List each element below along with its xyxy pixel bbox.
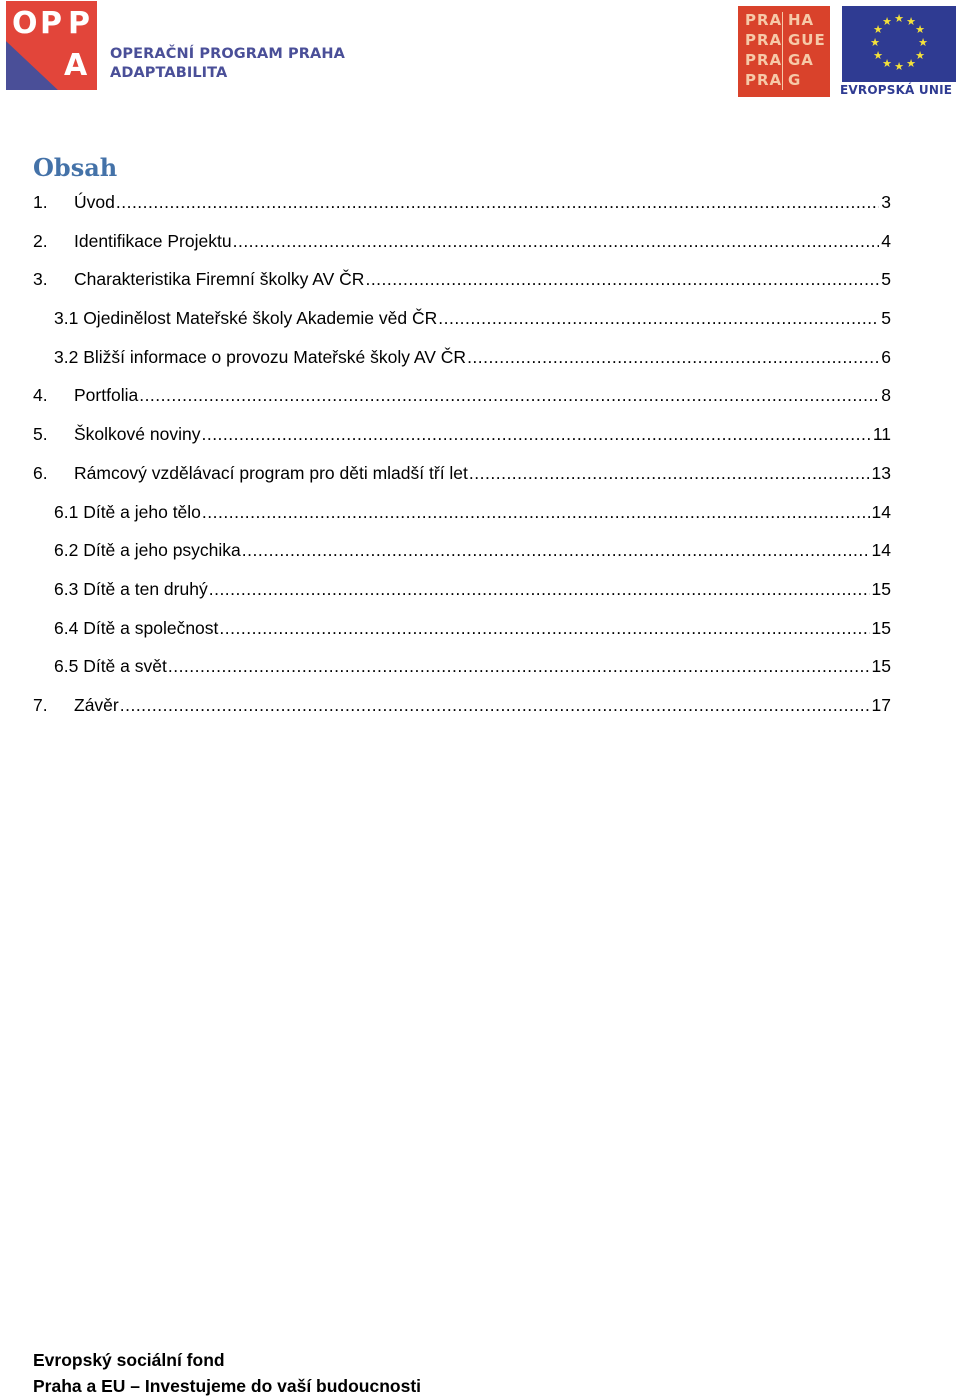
oppa-logo-line2: ADAPTABILITA xyxy=(110,65,228,81)
eu-logo xyxy=(840,6,958,98)
toc-entry-line xyxy=(74,186,891,218)
toc-entry-label: 3.1 Ojedinělost Mateřské školy Akademie věd ČR xyxy=(54,308,438,329)
toc-entry-leader-dots xyxy=(233,225,880,257)
oppa-logo xyxy=(6,1,345,93)
toc-entry-label: Portfolia xyxy=(74,385,139,406)
toc-entry-label: Rámcový vzdělávací program pro děti mladší tří let xyxy=(74,462,468,483)
svg-text:★: ★ xyxy=(873,23,883,36)
toc-entry-label: 3.2 Bližší informace o provozu Mateřské školy AV ČR xyxy=(54,346,467,367)
svg-text:★: ★ xyxy=(906,15,916,28)
toc-entry-page-number: 3 xyxy=(881,192,891,212)
toc-entry-label: Charakteristika Firemní školky AV ČR xyxy=(74,269,365,290)
toc-entry[interactable] xyxy=(33,263,891,302)
praha-logo-word: PRA xyxy=(745,71,783,89)
toc-entry-number: 4. xyxy=(33,385,48,406)
toc-entry-number: 3. xyxy=(33,269,48,290)
toc-entry-line xyxy=(74,225,891,257)
toc-entry-number: 7. xyxy=(33,694,48,715)
toc-entry-line xyxy=(54,302,891,334)
table-of-contents xyxy=(33,186,891,728)
svg-text:★: ★ xyxy=(915,49,925,62)
toc-entry-leader-dots xyxy=(467,341,879,373)
toc-entry[interactable] xyxy=(33,186,891,225)
eu-logo-caption: EVROPSKÁ UNIE xyxy=(840,83,953,97)
praha-logo-word: HA xyxy=(788,11,815,29)
toc-entry-line xyxy=(54,573,891,605)
toc-entry-label: 6.5 Dítě a svět xyxy=(54,656,167,677)
praha-logo-word: PRA xyxy=(745,11,783,29)
toc-entry-leader-dots xyxy=(219,612,869,644)
toc-entry-leader-dots xyxy=(168,650,870,682)
toc-entry-number: 1. xyxy=(33,192,48,212)
toc-entry-page-number: 5 xyxy=(881,269,891,290)
toc-entry-number: 6. xyxy=(33,462,48,483)
toc-entry-label: Závěr xyxy=(74,694,119,715)
toc-entry-leader-dots xyxy=(242,534,870,566)
toc-entry-line xyxy=(54,612,891,644)
toc-entry-number: 5. xyxy=(33,424,48,445)
toc-entry-label: 6.4 Dítě a společnost xyxy=(54,617,219,638)
svg-text:★: ★ xyxy=(918,36,928,49)
toc-entry[interactable] xyxy=(33,418,891,457)
toc-entry-label: Identifikace Projektu xyxy=(74,230,232,251)
oppa-logo-line1: OPERAČNÍ PROGRAM PRAHA xyxy=(110,46,345,62)
toc-entry-page-number: 15 xyxy=(871,656,891,677)
toc-entry[interactable] xyxy=(33,379,891,418)
toc-entry-line xyxy=(74,457,891,489)
toc-entry-page-number: 6 xyxy=(881,346,891,367)
toc-entry-leader-dots xyxy=(202,496,870,528)
svg-text:★: ★ xyxy=(873,49,883,62)
toc-entry-line xyxy=(54,650,891,682)
svg-text:★: ★ xyxy=(882,57,892,70)
toc-entry-line xyxy=(54,496,891,528)
toc-entry[interactable] xyxy=(33,302,891,341)
toc-entry[interactable] xyxy=(33,612,891,651)
oppa-letter: O xyxy=(12,6,38,41)
praha-logo xyxy=(738,6,830,97)
praha-logo-word: G xyxy=(788,71,802,89)
praha-logo-word: GUE xyxy=(788,31,826,49)
toc-entry-leader-dots xyxy=(120,689,870,721)
toc-entry-label: 6.3 Dítě a ten druhý xyxy=(54,578,208,599)
footer-line1: Evropský sociální fond xyxy=(33,1350,225,1370)
oppa-letter: P xyxy=(68,6,90,41)
toc-entry[interactable] xyxy=(33,496,891,535)
toc-entry-label: 6.2 Dítě a jeho psychika xyxy=(54,540,241,561)
oppa-logo-letters xyxy=(6,1,97,90)
toc-entry[interactable] xyxy=(33,457,891,496)
svg-text:★: ★ xyxy=(915,23,925,36)
toc-entry[interactable] xyxy=(33,650,891,689)
oppa-letter: A xyxy=(64,48,88,83)
praha-logo-word: GA xyxy=(788,51,814,69)
toc-entry[interactable] xyxy=(33,341,891,380)
praha-logo-word: PRA xyxy=(745,51,783,69)
oppa-letter: P xyxy=(40,6,62,41)
toc-entry-page-number: 5 xyxy=(881,308,891,329)
toc-entry-page-number: 11 xyxy=(872,424,891,445)
toc-entry-leader-dots xyxy=(201,418,870,450)
toc-title: Obsah xyxy=(33,153,118,182)
toc-entry-page-number: 14 xyxy=(871,540,891,561)
toc-entry[interactable] xyxy=(33,573,891,612)
toc-entry-leader-dots xyxy=(438,302,879,334)
svg-text:★: ★ xyxy=(894,60,904,73)
svg-text:★: ★ xyxy=(894,12,904,25)
toc-entry-label: Školkové noviny xyxy=(74,424,201,445)
toc-entry-leader-dots xyxy=(365,263,879,295)
svg-text:★: ★ xyxy=(906,57,916,70)
toc-entry[interactable] xyxy=(33,534,891,573)
svg-text:★: ★ xyxy=(870,36,880,49)
svg-text:★: ★ xyxy=(882,15,892,28)
toc-entry[interactable] xyxy=(33,689,891,728)
toc-entry-line xyxy=(54,534,891,566)
toc-entry-leader-dots xyxy=(209,573,870,605)
toc-entry-page-number: 13 xyxy=(871,462,891,483)
toc-entry-page-number: 8 xyxy=(881,385,891,406)
toc-entry-line xyxy=(54,341,891,373)
toc-entry-number: 2. xyxy=(33,230,48,251)
eu-flag-icon xyxy=(842,6,956,82)
oppa-logo-text xyxy=(110,45,345,83)
toc-entry-leader-dots xyxy=(116,186,879,218)
toc-entry-leader-dots xyxy=(139,379,879,411)
toc-entry-page-number: 17 xyxy=(871,694,891,715)
toc-entry-page-number: 14 xyxy=(871,501,891,522)
toc-entry-line xyxy=(74,263,891,295)
toc-entry-line xyxy=(74,689,891,721)
toc-entry-label: Úvod xyxy=(74,192,115,212)
footer-line2: Praha a EU – Investujeme do vaší budoucnosti xyxy=(33,1376,422,1396)
page-footer xyxy=(33,1347,421,1399)
praha-logo-word: PRA xyxy=(745,31,783,49)
toc-entry-line xyxy=(74,418,891,450)
toc-entry-page-number: 15 xyxy=(871,578,891,599)
toc-entry[interactable] xyxy=(33,225,891,264)
toc-entry-page-number: 15 xyxy=(871,617,891,638)
toc-entry-page-number: 4 xyxy=(881,230,891,251)
toc-entry-label: 6.1 Dítě a jeho tělo xyxy=(54,501,201,522)
toc-entry-leader-dots xyxy=(469,457,870,489)
toc-entry-line xyxy=(74,379,891,411)
